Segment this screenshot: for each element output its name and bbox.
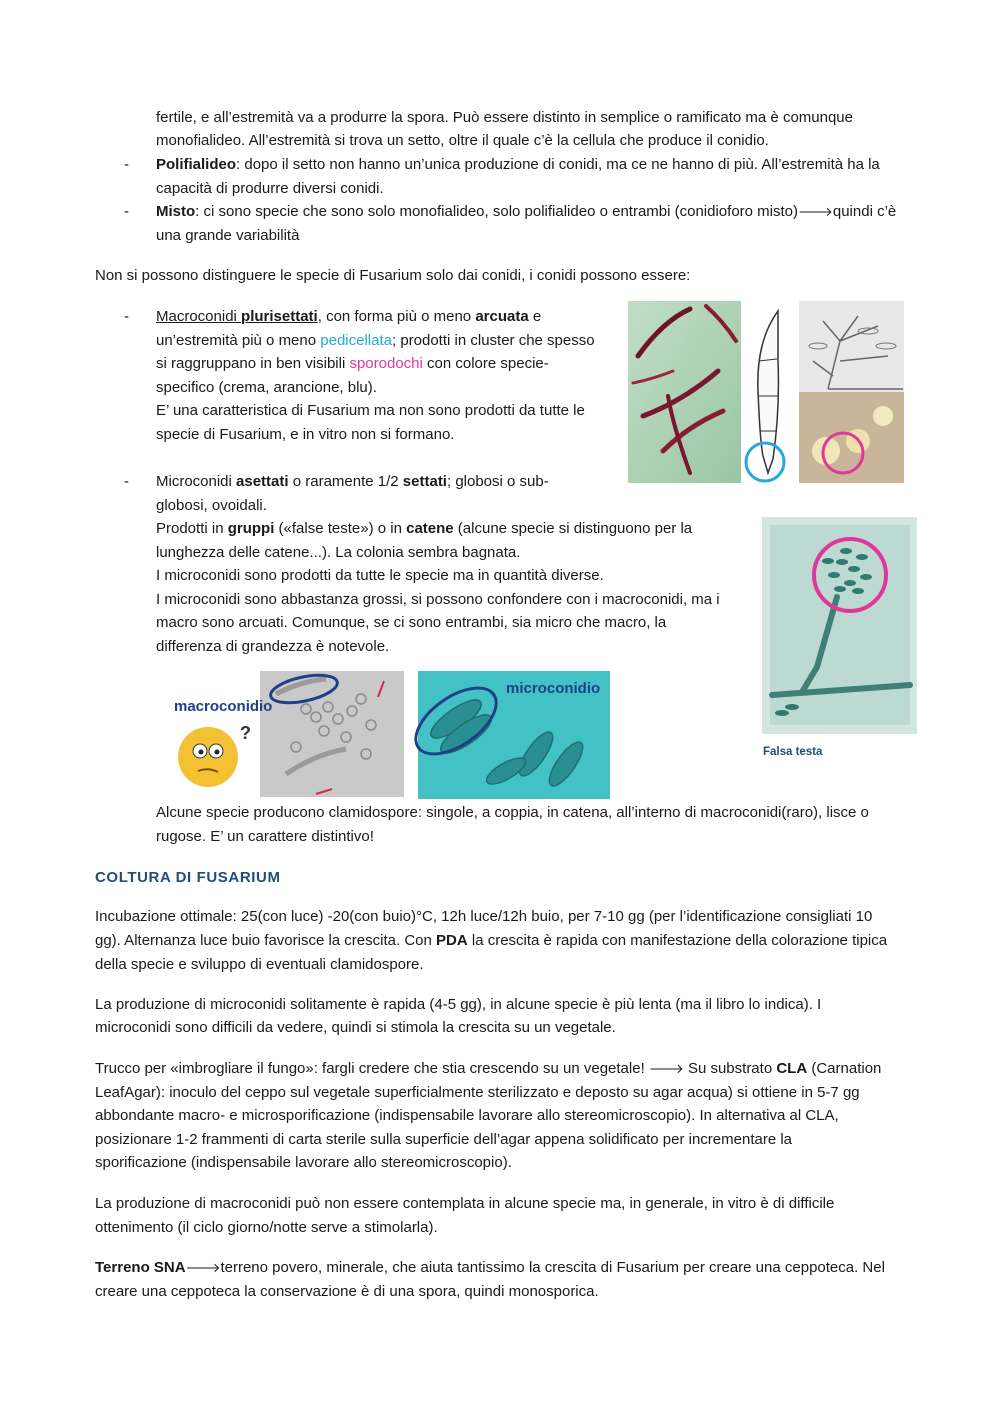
item-text-line: fertile, e all’estremità va a produrre la spora. Può essere distinto in semplice o ramificato ma è comunque (156, 109, 853, 126)
term: Polifialideo (156, 156, 237, 173)
text: , con forma più o meno (317, 308, 476, 325)
micro-line: differenza di grandezza è notevole. (156, 638, 390, 655)
list-bullet: - (124, 308, 129, 325)
macro-line (156, 305, 541, 329)
paragraph-line (95, 1057, 881, 1082)
micro-line: I microconidi sono prodotti da tutte le specie ma in quantità diverse. (156, 567, 604, 584)
text: terreno povero, minerale, che aiuta tantissimo la crescita di Fusarium per creare una ceppoteca. Nel (220, 1259, 885, 1276)
term: plurisettati (241, 308, 318, 325)
macro-line (156, 352, 549, 376)
arrow-icon: 🡒 (185, 1261, 221, 1276)
micro-line: globosi, ovoidali. (156, 497, 267, 514)
macro-micro-comparison-figure (156, 659, 610, 799)
text: con colore specie- (422, 355, 549, 372)
list-bullet: - (124, 156, 129, 173)
micro-line: lunghezza delle catene...). La colonia sembra bagnata. (156, 544, 521, 561)
paragraph-line (95, 1256, 885, 1281)
comparison-illustration (156, 659, 610, 799)
macroconidia-figure (628, 301, 904, 483)
micro-line (156, 517, 692, 541)
text: gg). Alternanza luce buio favorisce la crescita. Con (95, 932, 437, 949)
item-text-line: monofialideo. All’estremità si trova un setto, oltre il quale c’è la cellula che produce il conidio. (156, 132, 769, 149)
falsa-testa-illustration (762, 517, 917, 734)
highlight: sporodochi (349, 355, 423, 372)
term: PDA (436, 932, 468, 949)
text: Trucco per «imbrogliare il fungo»: fargli credere che stia crescendo su un vegetale! (95, 1060, 649, 1077)
text: ; globosi o sub- (446, 473, 549, 490)
text: ; prodotti in cluster che spesso (391, 332, 595, 349)
macroconidio-label: macroconidio (174, 698, 273, 715)
text: la crescita è rapida con manifestazione della colorazione tipica (467, 932, 888, 949)
term: Terreno SNA (95, 1259, 186, 1276)
text: (Carnation (807, 1060, 882, 1077)
paragraph-line: Incubazione ottimale: 25(con luce) -20(con buio)°C, 12h luce/12h buio, per 7-10 gg (per l’identificazione consigliati 10 (95, 908, 873, 925)
list-bullet: - (124, 473, 129, 490)
paragraph-line: ottenimento (il ciclo giorno/notte serve a stimolarla). (95, 1219, 438, 1236)
clamidospore-line: Alcune specie producono clamidospore: singole, a coppia, in catena, all’interno di macroconidi(raro), lisce o (156, 804, 869, 821)
paragraph-line: della specie e sviluppo di eventuali clamidospore. (95, 956, 424, 973)
text: si raggruppano in ben visibili (156, 355, 350, 372)
paragraph-line: abbondante macro- e microsporificazione (indispensabile lavorare allo stereomicroscopio). In alternativa al CLA, (95, 1107, 839, 1124)
list-item-polifialideo (156, 153, 880, 177)
paragraph-line: posizionare 1-2 frammenti di carta sterile sulla superficie dell’agar appena solidificato per incrementare la (95, 1131, 793, 1148)
text: : ci sono specie che sono solo monofialideo, solo polifialideo o entrambi (conidioforo misto) (195, 203, 798, 220)
term: gruppi (227, 520, 275, 537)
paragraph-line: LeafAgar): inoculo del ceppo sul vegetale superficialmente sterilizzato e deposto su agar acqua) si ottiene in 5-7 gg (95, 1084, 860, 1101)
falsa-testa-figure (762, 517, 917, 734)
paragraph-line: sporificazione (indispensabile lavorare allo stereomicroscopio). (95, 1154, 512, 1171)
paragraph-line: microconidi sono difficili da vedere, quindi si stimola la crescita su un vegetale. (95, 1019, 616, 1036)
text: un’estremità più o meno (156, 332, 321, 349)
text: Su substrato (683, 1060, 777, 1077)
highlight: pedicellata (320, 332, 392, 349)
arrow-icon: 🡒 (798, 205, 833, 220)
macro-line: E’ una caratteristica di Fusarium ma non sono prodotti da tutte le (156, 402, 585, 419)
item-text-line: capacità di produrre diversi conidi. (156, 180, 384, 197)
text: : dopo il setto non hanno un’unica produzione di conidi, ma ce ne hanno di più. All’estremità ha la (236, 156, 880, 173)
term: Misto (156, 203, 196, 220)
list-bullet: - (124, 203, 129, 220)
macroconidia-illustration (628, 301, 904, 483)
paragraph-line: La produzione di microconidi solitamente è rapida (4-5 gg), in alcune specie è più lenta (ma il libro lo indica). I (95, 996, 822, 1013)
text: e (528, 308, 542, 325)
micro-line (156, 470, 549, 494)
text: («false teste») o in (274, 520, 407, 537)
term: settati (402, 473, 447, 490)
paragraph-line: La produzione di macroconidi può non essere contemplata in alcune specie ma, in generale, in vitro è di difficile (95, 1195, 835, 1212)
macro-line (156, 329, 595, 353)
macro-line: specie di Fusarium, e in vitro non si formano. (156, 426, 455, 443)
text: Microconidi (156, 473, 237, 490)
microconidio-label: microconidio (506, 680, 601, 697)
arrow-icon: 🡒 (648, 1062, 684, 1077)
text: Macroconidi (156, 308, 242, 325)
question-mark: ? (240, 723, 251, 743)
micro-line: macro sono arcuati. Comunque, se ci sono entrambi, sia micro che macro, la (156, 614, 667, 631)
paragraph-line (95, 929, 887, 953)
micro-line: I microconidi sono abbastanza grossi, si possono confondere con i macroconidi, ma i (156, 591, 720, 608)
macro-line: specifico (crema, arancione, blu). (156, 379, 377, 396)
list-item-misto (156, 200, 896, 225)
clamidospore-line: rugose. E’ un carattere distintivo! (156, 828, 374, 845)
text: (alcune specie si distinguono per la (453, 520, 693, 537)
intro-paragraph: Non si possono distinguere le specie di Fusarium solo dai conidi, i conidi possono essere: (95, 267, 691, 284)
term: catene (406, 520, 454, 537)
text: o raramente 1/2 (288, 473, 403, 490)
text: quindi c’è (832, 203, 897, 220)
term: CLA (776, 1060, 808, 1077)
text: Prodotti in (156, 520, 228, 537)
term: asettati (236, 473, 289, 490)
section-heading: COLTURA DI FUSARIUM (95, 869, 281, 886)
paragraph-line: creare una ceppoteca la conservazione è di una spora, quindi monosporica. (95, 1283, 599, 1300)
term: arcuata (475, 308, 529, 325)
figure-caption: Falsa testa (763, 746, 823, 758)
item-text-line: una grande variabilità (156, 227, 300, 244)
